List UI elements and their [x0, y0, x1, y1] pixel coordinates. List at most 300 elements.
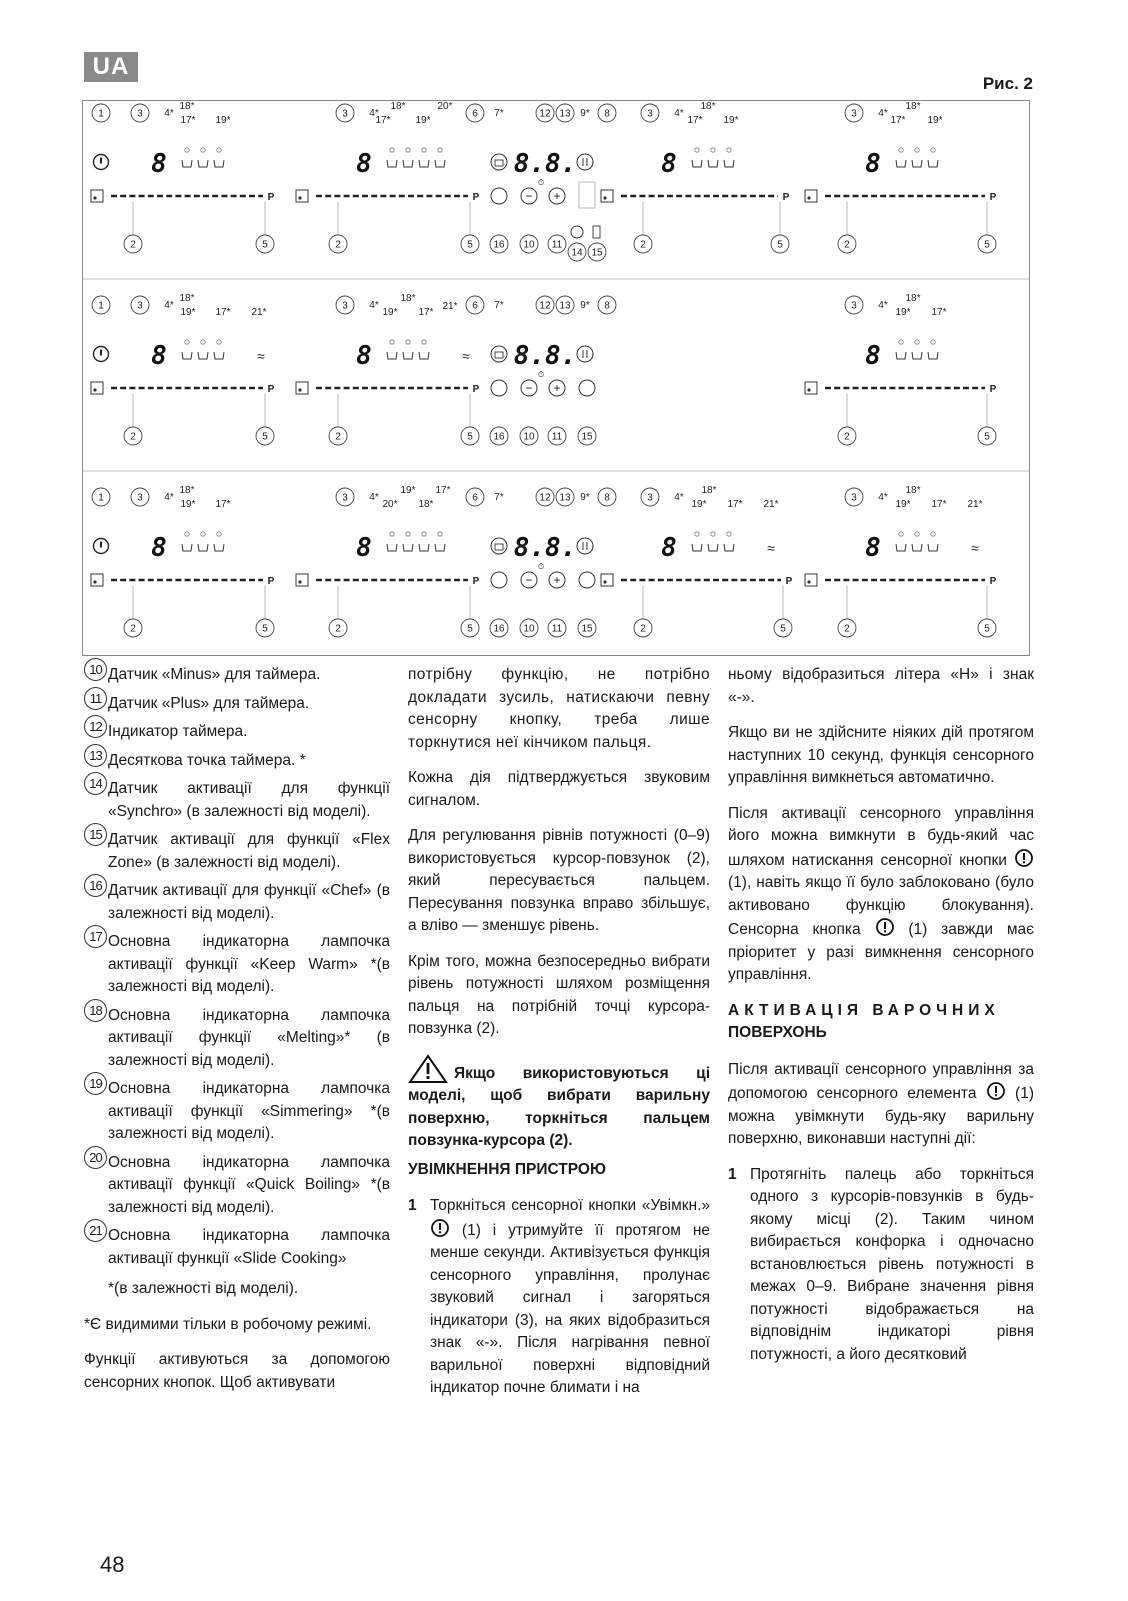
indicator-lamp	[915, 532, 919, 536]
indicator-lamp	[185, 340, 189, 344]
legend-number: 13	[84, 744, 107, 767]
segment-display: 8	[356, 341, 372, 371]
function-icon	[912, 352, 922, 359]
paragraph-slider: Для регулювання рівнів потужності (0–9) використовується курсор-повзунок (2), який пересувається пальцем. Пересування повзунка вправо збільшує, а вліво — зменшує рівень.	[408, 827, 710, 934]
power-icon	[430, 1218, 450, 1238]
callout-star-label: 18*	[390, 101, 406, 112]
zone-position-icon	[296, 574, 308, 586]
legend-number: 18	[84, 999, 107, 1022]
indicator-lamp	[406, 148, 410, 152]
function-icon	[708, 160, 718, 167]
callout-star-label: 17*	[418, 307, 434, 318]
callout-number: 10	[523, 431, 535, 443]
function-icon	[419, 544, 429, 551]
paragraph-touch-continued: потрібну функцію, не потрібно докладати зусиль, натискаючи певну сенсорну кнопку, треба лише торкнутися неї кінчиком пальця.	[408, 666, 710, 751]
callout-star-label: 19*	[180, 307, 196, 318]
function-icon	[403, 352, 413, 359]
callout-number: 16	[493, 623, 505, 635]
switch-off-text-a: Після активації сенсорного управління його можна вимкнути в будь-який час шляхом натискання сенсорної кнопки	[728, 804, 1034, 869]
callout-star-label: 17*	[215, 499, 231, 510]
callout-star-label: 18*	[179, 101, 195, 112]
callout-number: 16	[493, 431, 505, 443]
callout-number: 2	[335, 623, 341, 635]
legend-number: 11	[84, 687, 107, 710]
callout-star-label: 4*	[164, 300, 174, 311]
indicator-lamp	[201, 532, 205, 536]
function-icon	[214, 160, 224, 167]
control-icon	[491, 380, 507, 396]
callout-star-label: 18*	[905, 293, 921, 304]
minus-icon: −	[525, 573, 533, 587]
power-icon	[1014, 848, 1034, 868]
callout-star-label: 19*	[382, 307, 398, 318]
zone-position-dot	[807, 580, 810, 583]
step-power-on	[408, 1195, 710, 1400]
plus-icon: +	[553, 573, 561, 587]
callout-star-label: 20*	[382, 499, 398, 510]
power-label: P	[472, 384, 480, 395]
callout-number: 5	[984, 239, 990, 251]
callout-number: 1	[98, 300, 104, 312]
callout-star-label: 17*	[727, 499, 743, 510]
callout-number: 16	[493, 239, 505, 251]
legend-item	[84, 1149, 390, 1220]
zone-position-dot	[603, 580, 606, 583]
callout-number: 12	[539, 108, 551, 120]
control-icon	[491, 188, 507, 204]
callout-number: 11	[551, 623, 563, 635]
callout-number: 5	[262, 431, 268, 443]
indicator-lamp	[899, 148, 903, 152]
indicator-lamp	[422, 340, 426, 344]
power-label: P	[472, 192, 480, 203]
zone-position-icon	[805, 190, 817, 202]
callout-star-label: 19*	[927, 115, 943, 126]
callout-star-label: 4*	[878, 300, 888, 311]
indicator-lamp	[695, 148, 699, 152]
callout-number: 11	[551, 239, 563, 251]
zone-position-dot	[298, 580, 301, 583]
callout-number: 5	[984, 431, 990, 443]
callout-star-label: 21*	[442, 301, 458, 312]
indicator-lamp	[711, 148, 715, 152]
callout-number: 12	[539, 300, 551, 312]
callout-star-label: 17*	[890, 115, 906, 126]
zone-position-dot	[603, 196, 606, 199]
zone-position-icon	[601, 190, 613, 202]
callout-number: 10	[523, 239, 535, 251]
power-icon	[986, 1081, 1006, 1101]
function-icon	[403, 544, 413, 551]
synchro-frame	[579, 182, 595, 208]
callout-number: 15	[581, 431, 593, 443]
zone-position-icon	[805, 382, 817, 394]
callout-star-label: 19*	[723, 115, 739, 126]
indicator-lamp	[438, 148, 442, 152]
indicator-lamp	[406, 340, 410, 344]
indicator-lamp	[915, 340, 919, 344]
callout-star-label: 17*	[375, 115, 391, 126]
control-icon	[579, 572, 595, 588]
callout-number: 2	[130, 623, 136, 635]
callout-number: 3	[851, 300, 857, 312]
legend-text: Основна індикаторна лампочка активації функції «Quick Boiling» *(в залежності від моделі).	[108, 1153, 390, 1216]
legend-text: Датчик активації для функції «Flex Zone» (в залежності від моделі).	[108, 831, 390, 871]
segment-display: 8	[356, 149, 372, 179]
callout-star-label: 19*	[215, 115, 231, 126]
callout-star-label: 19*	[400, 485, 416, 496]
indicator-lamp	[390, 148, 394, 152]
callout-number: 15	[591, 247, 603, 259]
callout-number: 13	[559, 108, 571, 120]
function-icon	[214, 352, 224, 359]
legend-text: Датчик «Plus» для таймера.	[108, 694, 310, 712]
indicator-lamp	[422, 532, 426, 536]
indicator-lamp	[406, 532, 410, 536]
callout-number: 3	[342, 300, 348, 312]
callout-star-label: 18*	[179, 293, 195, 304]
legend-item	[84, 721, 390, 744]
callout-number: 3	[342, 492, 348, 504]
function-icon	[896, 352, 906, 359]
lock-icon	[495, 544, 503, 550]
paragraph-direct-select: Крім того, можна безпосередньо вибрати рівень потужності шляхом розміщення пальця на потрібній точці курсора-повзунка (2).	[408, 952, 710, 1037]
indicator-lamp	[899, 532, 903, 536]
callout-star-label: 4*	[369, 492, 379, 503]
paragraph-auto-off: Якщо ви не здійсните ніяких дій протягом наступних 10 секунд, функція сенсорного управління вимкнеться автоматично.	[728, 724, 1034, 786]
callout-number: 5	[984, 623, 990, 635]
callout-star-label: 21*	[967, 499, 983, 510]
callout-number: 5	[262, 623, 268, 635]
timer-display: 8.8.	[513, 533, 577, 563]
legend-number: 15	[84, 823, 107, 846]
callout-number: 2	[335, 239, 341, 251]
indicator-lamp	[727, 148, 731, 152]
touch-paragraph: Функції активуються за допомогою сенсорних кнопок. Щоб активувати	[84, 1351, 390, 1391]
indicator-lamp	[931, 148, 935, 152]
power-label: P	[989, 192, 997, 203]
timer-icon: ⏱	[537, 178, 545, 187]
callout-number: 8	[604, 492, 610, 504]
legend-model-note: *(в залежності від моделі).	[108, 1280, 299, 1297]
indicator-lamp	[931, 532, 935, 536]
zone-position-dot	[93, 388, 96, 391]
legend-list	[84, 664, 390, 1270]
callout-star-label: 17*	[435, 485, 451, 496]
minus-icon: −	[525, 381, 533, 395]
segment-display: 8	[356, 533, 372, 563]
callout-number: 2	[640, 623, 646, 635]
legend-item	[84, 778, 390, 823]
control-icon	[491, 572, 507, 588]
legend-item	[84, 931, 390, 999]
activate-text-a: Після активації сенсорного управління за допомогою сенсорного елемента	[728, 1060, 1034, 1102]
callout-number: 2	[844, 431, 850, 443]
callout-number: 5	[467, 431, 473, 443]
switch-off-text-c: (1) завжди має пріоритет у разі вимкнення сенсорного управління.	[728, 921, 1035, 983]
callout-star-label: 4*	[369, 108, 379, 119]
callout-number: 1	[98, 108, 104, 120]
zone-position-dot	[807, 388, 810, 391]
indicator-lamp	[695, 532, 699, 536]
zone-position-dot	[298, 388, 301, 391]
callout-star-label: 4*	[674, 108, 684, 119]
indicator-lamp	[438, 532, 442, 536]
callout-number: 3	[137, 300, 143, 312]
callout-number: 2	[844, 239, 850, 251]
lock-icon	[495, 160, 503, 166]
minus-icon: −	[525, 189, 533, 203]
callout-number: 5	[262, 239, 268, 251]
column-3	[728, 664, 1034, 1366]
function-icon	[387, 352, 397, 359]
callout-number: 3	[137, 108, 143, 120]
callout-star-label: 17*	[931, 499, 947, 510]
legend-number: 17	[84, 925, 107, 948]
callout-star-label: 9*	[580, 300, 590, 311]
segment-display: 8	[661, 149, 677, 179]
function-icon	[387, 544, 397, 551]
zone-position-icon	[296, 382, 308, 394]
function-icon	[912, 544, 922, 551]
callout-star-label: 18*	[700, 101, 716, 112]
indicator-lamp	[217, 340, 221, 344]
legend-number: 19	[84, 1072, 107, 1095]
function-icon	[928, 160, 938, 167]
callout-star-label: 18*	[905, 485, 921, 496]
legend-text: Основна індикаторна лампочка активації функції «Keep Warm» *(в залежності від моделі).	[108, 933, 390, 995]
function-icon	[198, 160, 208, 167]
function-icon	[435, 160, 445, 167]
legend-number: 21	[84, 1219, 107, 1242]
segment-display: 8	[151, 533, 167, 563]
switch-off-text-b: (1), навіть якщо її було заблоковано (було активовано функцію блокування). Сенсорна кнопка	[728, 874, 1034, 938]
heading-activate-zones	[728, 1000, 1034, 1045]
legend-text: Десяткова точка таймера. *	[108, 751, 306, 769]
power-label: P	[989, 576, 997, 587]
column-2	[408, 664, 710, 1400]
paragraph-switch-off	[728, 803, 1034, 987]
language-badge: UA	[84, 52, 138, 82]
function-icon	[912, 160, 922, 167]
callout-number: 3	[647, 492, 653, 504]
callout-number: 8	[604, 300, 610, 312]
callout-star-label: 4*	[878, 108, 888, 119]
step-text-b: (1) і утримуйте її протягом не менше секунди. Активізується функція сенсорного управління, пролунає звуковий сигнал і загоряться індикатори (3), на яких відобразиться знак «-». Після нагрівання певної варильної поверхні відповідний індикатор почне блимати і на	[430, 1221, 710, 1396]
callout-star-label: 7*	[494, 492, 504, 503]
callout-star-label: 18*	[701, 485, 717, 496]
plus-icon: +	[553, 381, 561, 395]
callout-number: 10	[523, 623, 535, 635]
figure-label: Рис. 2	[982, 74, 1033, 93]
power-label: P	[472, 576, 480, 587]
timer-display: 8.8.	[513, 341, 577, 371]
warning-text: Якщо використовуються ці моделі, щоб вибрати варильну поверхню, торкніться пальцем повзунка-курсора (2).	[408, 1064, 710, 1149]
warning-block	[408, 1054, 710, 1153]
control-icon	[491, 346, 507, 362]
legend-number: 10	[84, 658, 107, 681]
zone-position-icon	[91, 574, 103, 586]
legend-item	[84, 747, 390, 773]
slide-cooking-icon: ≈	[462, 348, 470, 364]
step-number: 1	[728, 1165, 737, 1183]
legend-text: Датчик «Minus» для таймера.	[108, 666, 321, 683]
callout-star-label: 4*	[878, 492, 888, 503]
function-icon	[182, 160, 192, 167]
function-icon	[896, 160, 906, 167]
timer-display: 8.8.	[513, 149, 577, 179]
callout-star-label: 7*	[494, 108, 504, 119]
callout-star-label: 4*	[674, 492, 684, 503]
callout-number: 1	[98, 492, 104, 504]
indicator-lamp	[390, 532, 394, 536]
legend-text: Датчик активації для функції «Chef» (в залежності від моделі).	[108, 882, 390, 922]
callout-number: 15	[581, 623, 593, 635]
zone-position-icon	[601, 574, 613, 586]
legend-item	[84, 880, 390, 925]
callout-number: 6	[472, 300, 478, 312]
indicator-lamp	[390, 340, 394, 344]
control-icon	[577, 346, 593, 362]
callout-star-label: 17*	[180, 115, 196, 126]
legend-item	[84, 829, 390, 874]
function-icon	[182, 544, 192, 551]
timer-icon: ⏱	[537, 370, 545, 379]
power-label: P	[785, 576, 793, 587]
callout-number: 8	[604, 108, 610, 120]
zone-position-icon	[805, 574, 817, 586]
indicator-lamp	[931, 340, 935, 344]
slide-cooking-icon: ≈	[767, 540, 775, 556]
zone-position-dot	[298, 196, 301, 199]
legend-number: 12	[84, 715, 107, 738]
step-text-a: Торкніться сенсорної кнопки «Увімкн.»	[430, 1197, 710, 1214]
callout-number: 3	[851, 492, 857, 504]
indicator-lamp	[185, 148, 189, 152]
function-icon	[403, 160, 413, 167]
callout-number: 13	[559, 300, 571, 312]
legend-item	[84, 1225, 390, 1270]
callout-number: 3	[851, 108, 857, 120]
callout-number: 5	[467, 239, 473, 251]
lock-icon	[495, 352, 503, 358]
paragraph-sound: Кожна дія підтверджується звуковим сигналом.	[408, 769, 710, 809]
indicator-lamp	[217, 148, 221, 152]
legend-number: 14	[84, 772, 107, 795]
function-icon	[214, 544, 224, 551]
step-text: Протягніть палець або торкніться одного з курсорів-повзунків в будь-якому місці (2). Таким чином вибирається конфорка і одночасно встановлюється рівень потужності в межах 0–9. Вибране значення рівня потужності відображається на відповіднім індикаторі рівня потужності, а його десятковий	[750, 1165, 1034, 1363]
control-icon	[577, 538, 593, 554]
callout-number: 2	[335, 431, 341, 443]
callout-number: 3	[342, 108, 348, 120]
page-number: 48	[100, 1552, 125, 1577]
indicator-lamp	[727, 532, 731, 536]
function-icon	[198, 352, 208, 359]
power-label: P	[267, 384, 275, 395]
function-icon	[692, 160, 702, 167]
callout-number: 6	[472, 492, 478, 504]
legend-text: Основна індикаторна лампочка активації функції «Slide Cooking»	[108, 1227, 390, 1267]
callout-number: 5	[777, 239, 783, 251]
callout-number: 3	[647, 108, 653, 120]
figure-drawing	[83, 101, 1029, 655]
function-icon	[896, 544, 906, 551]
callout-star-label: 17*	[215, 307, 231, 318]
plus-icon: +	[553, 189, 561, 203]
callout-star-label: 21*	[251, 307, 267, 318]
callout-number: 3	[137, 492, 143, 504]
function-icon	[708, 544, 718, 551]
segment-display: 8	[151, 149, 167, 179]
activate-text-b: (1) можна увімкнути будь-яку варильну поверхню, виконавши наступні дії:	[728, 1085, 1034, 1147]
function-icon	[435, 544, 445, 551]
column-1	[84, 664, 390, 1407]
callout-star-label: 18*	[905, 101, 921, 112]
callout-star-label: 7*	[494, 300, 504, 311]
legend-text: Основна індикаторна лампочка активації функції «Simmering» *(в залежності від моделі).	[108, 1080, 390, 1142]
step-number: 1	[408, 1197, 417, 1214]
power-icon-bar	[100, 350, 102, 356]
zone-position-icon	[296, 190, 308, 202]
control-icon	[571, 226, 583, 238]
function-icon	[387, 160, 397, 167]
function-icon	[419, 352, 429, 359]
callout-star-label: 4*	[164, 492, 174, 503]
callout-star-label: 19*	[895, 307, 911, 318]
control-icon	[491, 154, 507, 170]
legend-text: Датчик активації для функції «Synchro» (в залежності від моделі).	[108, 780, 390, 820]
control-icon	[579, 380, 595, 396]
callout-star-label: 18*	[418, 499, 434, 510]
legend-number: 20	[84, 1146, 107, 1169]
zone-position-icon	[91, 382, 103, 394]
zone-position-dot	[93, 196, 96, 199]
callout-number: 6	[472, 108, 478, 120]
legend-item	[84, 690, 390, 716]
callout-star-label: 21*	[763, 499, 779, 510]
indicator-lamp	[201, 340, 205, 344]
callout-number: 12	[539, 492, 551, 504]
legend-item	[84, 664, 390, 687]
function-icon	[928, 352, 938, 359]
callout-star-label: 9*	[580, 108, 590, 119]
power-label: P	[267, 192, 275, 203]
paragraph-activate	[728, 1059, 1034, 1151]
indicator-lamp	[422, 148, 426, 152]
function-icon	[182, 352, 192, 359]
indicator-lamp	[711, 532, 715, 536]
callout-star-label: 17*	[931, 307, 947, 318]
zone-position-dot	[93, 580, 96, 583]
callout-star-label: 19*	[691, 499, 707, 510]
indicator-lamp	[185, 532, 189, 536]
paragraph-h-display: ньому відобразиться літера «H» і знак «-».	[728, 666, 1034, 706]
callout-star-label: 17*	[687, 115, 703, 126]
control-icon	[491, 538, 507, 554]
legend-item	[84, 1078, 390, 1146]
callout-star-label: 4*	[369, 300, 379, 311]
segment-display: 8	[151, 341, 167, 371]
function-icon	[724, 544, 734, 551]
callout-star-label: 9*	[580, 492, 590, 503]
flex-zone-icon	[593, 226, 600, 238]
visible-note: *Є видимими тільки в робочому режимі.	[84, 1315, 372, 1333]
heading-power-on: УВІМКНЕННЯ ПРИСТРОЮ	[408, 1160, 606, 1178]
legend-text: Основна індикаторна лампочка активації функції «Melting»* (в залежності від моделі).	[108, 1006, 390, 1069]
zone-position-dot	[807, 196, 810, 199]
callout-star-label: 18*	[400, 293, 416, 304]
callout-star-label: 19*	[415, 115, 431, 126]
